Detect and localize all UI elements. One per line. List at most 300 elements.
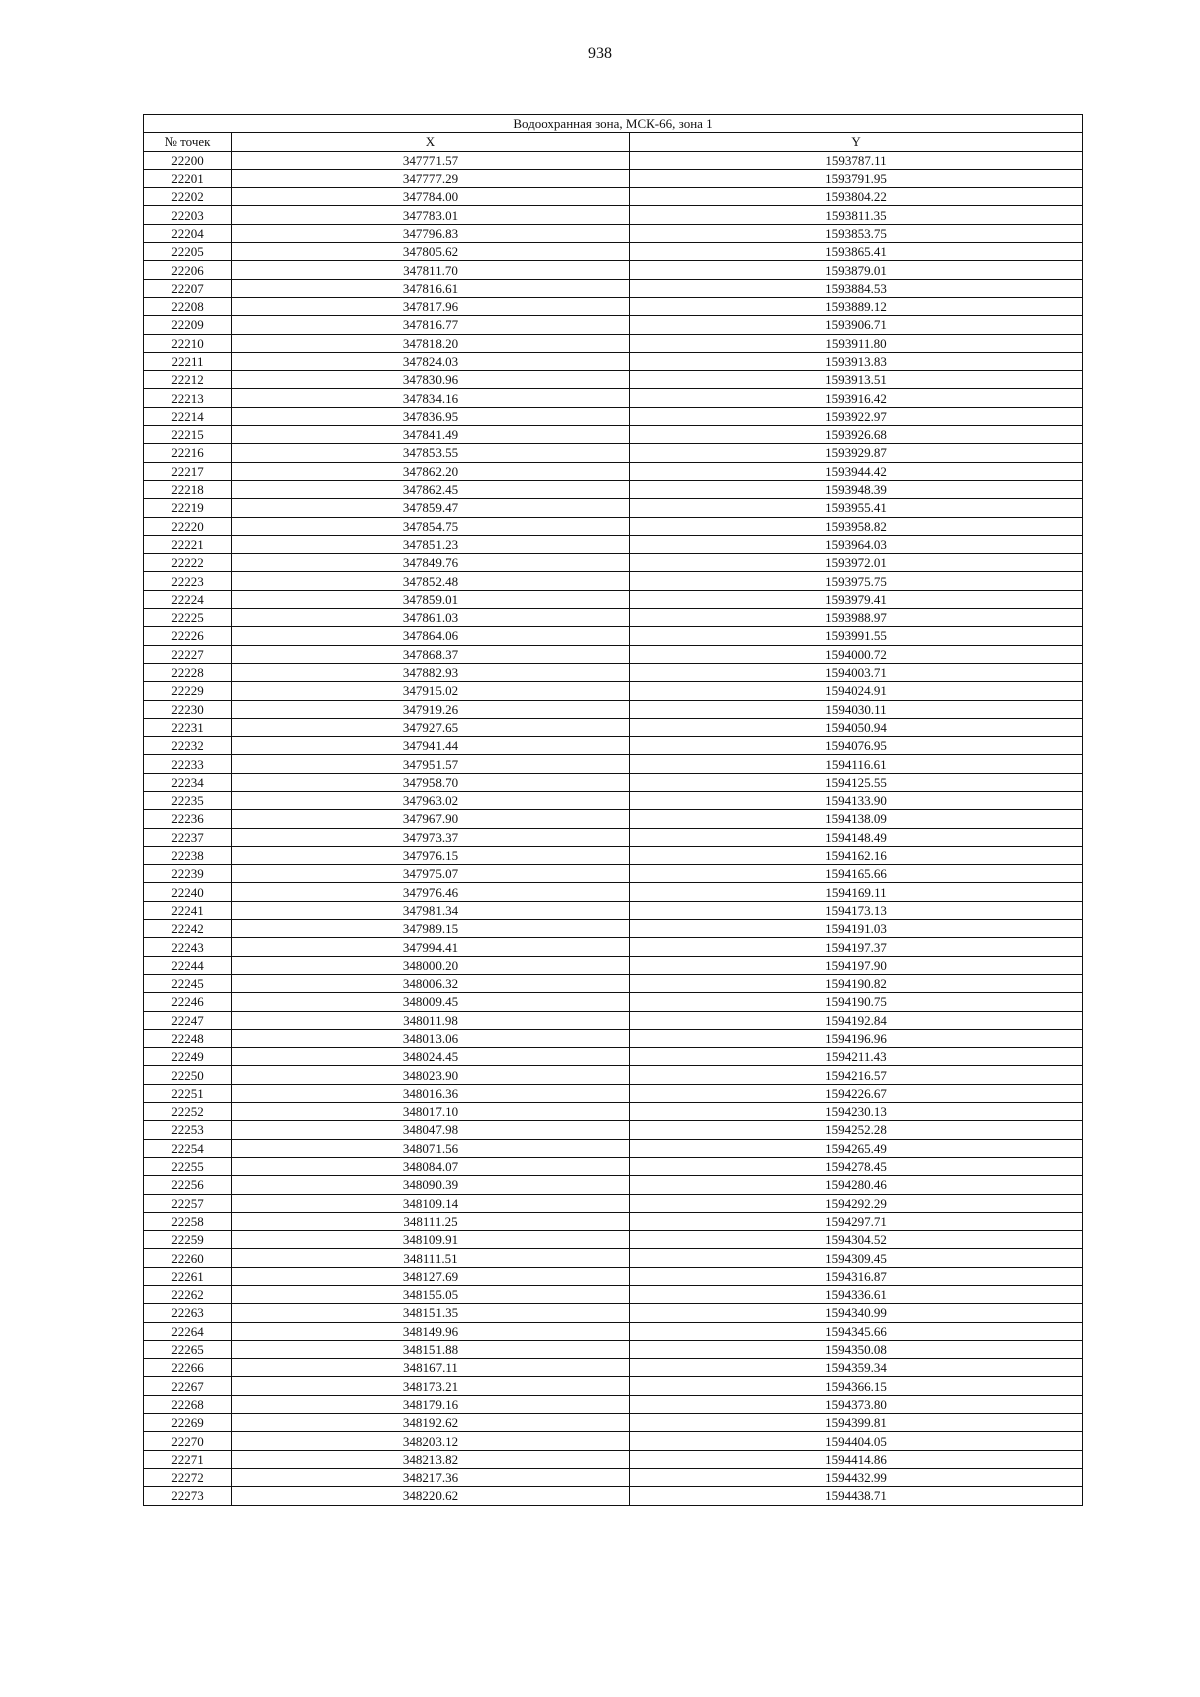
table-row bbox=[144, 737, 1083, 755]
table-row bbox=[144, 1048, 1083, 1066]
table-row bbox=[144, 1139, 1083, 1157]
y-coordinate-cell: 1594190.75 bbox=[630, 993, 1083, 1011]
table-row bbox=[144, 554, 1083, 572]
point-number-cell: 22268 bbox=[144, 1395, 232, 1413]
x-coordinate-cell: 347861.03 bbox=[232, 609, 630, 627]
point-number-cell: 22209 bbox=[144, 316, 232, 334]
point-number-cell: 22218 bbox=[144, 480, 232, 498]
y-coordinate-cell: 1594414.86 bbox=[630, 1450, 1083, 1468]
table-row bbox=[144, 883, 1083, 901]
point-number-cell: 22254 bbox=[144, 1139, 232, 1157]
table-row bbox=[144, 499, 1083, 517]
x-coordinate-cell: 348109.91 bbox=[232, 1231, 630, 1249]
x-coordinate-cell: 347824.03 bbox=[232, 352, 630, 370]
y-coordinate-cell: 1593811.35 bbox=[630, 206, 1083, 224]
point-number-cell: 22265 bbox=[144, 1340, 232, 1358]
x-coordinate-cell: 348151.88 bbox=[232, 1340, 630, 1358]
table-row bbox=[144, 718, 1083, 736]
point-number-cell: 22251 bbox=[144, 1084, 232, 1102]
x-coordinate-cell: 347976.46 bbox=[232, 883, 630, 901]
x-coordinate-cell: 347834.16 bbox=[232, 389, 630, 407]
y-coordinate-cell: 1593913.83 bbox=[630, 352, 1083, 370]
y-coordinate-cell: 1593853.75 bbox=[630, 224, 1083, 242]
y-coordinate-cell: 1593948.39 bbox=[630, 480, 1083, 498]
x-coordinate-cell: 347836.95 bbox=[232, 407, 630, 425]
y-coordinate-cell: 1593804.22 bbox=[630, 188, 1083, 206]
table-row bbox=[144, 243, 1083, 261]
x-coordinate-cell: 347963.02 bbox=[232, 791, 630, 809]
table-row bbox=[144, 462, 1083, 480]
x-coordinate-cell: 347862.20 bbox=[232, 462, 630, 480]
point-number-cell: 22273 bbox=[144, 1487, 232, 1505]
x-coordinate-cell: 347927.65 bbox=[232, 718, 630, 736]
table-row bbox=[144, 517, 1083, 535]
y-coordinate-cell: 1594050.94 bbox=[630, 718, 1083, 736]
point-number-cell: 22231 bbox=[144, 718, 232, 736]
table-row bbox=[144, 974, 1083, 992]
y-coordinate-cell: 1594197.37 bbox=[630, 938, 1083, 956]
table-row bbox=[144, 352, 1083, 370]
x-coordinate-cell: 347958.70 bbox=[232, 773, 630, 791]
table-row bbox=[144, 1377, 1083, 1395]
point-number-cell: 22212 bbox=[144, 371, 232, 389]
table-row bbox=[144, 1304, 1083, 1322]
x-coordinate-cell: 348192.62 bbox=[232, 1414, 630, 1432]
point-number-cell: 22244 bbox=[144, 956, 232, 974]
y-coordinate-cell: 1594190.82 bbox=[630, 974, 1083, 992]
point-number-cell: 22267 bbox=[144, 1377, 232, 1395]
x-coordinate-cell: 347816.61 bbox=[232, 279, 630, 297]
x-coordinate-cell: 347859.01 bbox=[232, 590, 630, 608]
x-coordinate-cell: 347851.23 bbox=[232, 535, 630, 553]
x-coordinate-cell: 348084.07 bbox=[232, 1157, 630, 1175]
y-coordinate-cell: 1593958.82 bbox=[630, 517, 1083, 535]
table-row bbox=[144, 755, 1083, 773]
y-coordinate-cell: 1593906.71 bbox=[630, 316, 1083, 334]
y-coordinate-cell: 1594292.29 bbox=[630, 1194, 1083, 1212]
y-coordinate-cell: 1594148.49 bbox=[630, 828, 1083, 846]
table-row bbox=[144, 938, 1083, 956]
point-number-cell: 22205 bbox=[144, 243, 232, 261]
table-row bbox=[144, 316, 1083, 334]
point-number-cell: 22271 bbox=[144, 1450, 232, 1468]
table-row bbox=[144, 188, 1083, 206]
y-coordinate-cell: 1594138.09 bbox=[630, 810, 1083, 828]
table-row bbox=[144, 1414, 1083, 1432]
point-number-cell: 22245 bbox=[144, 974, 232, 992]
point-number-cell: 22236 bbox=[144, 810, 232, 828]
point-number-cell: 22259 bbox=[144, 1231, 232, 1249]
point-number-cell: 22221 bbox=[144, 535, 232, 553]
point-number-cell: 22250 bbox=[144, 1066, 232, 1084]
table-row bbox=[144, 371, 1083, 389]
y-coordinate-cell: 1594230.13 bbox=[630, 1103, 1083, 1121]
point-number-cell: 22228 bbox=[144, 663, 232, 681]
point-number-cell: 22217 bbox=[144, 462, 232, 480]
x-coordinate-cell: 348047.98 bbox=[232, 1121, 630, 1139]
x-coordinate-cell: 348000.20 bbox=[232, 956, 630, 974]
table-row bbox=[144, 810, 1083, 828]
y-coordinate-cell: 1594304.52 bbox=[630, 1231, 1083, 1249]
y-coordinate-cell: 1594278.45 bbox=[630, 1157, 1083, 1175]
table-row bbox=[144, 334, 1083, 352]
table-row bbox=[144, 1249, 1083, 1267]
table-row bbox=[144, 1340, 1083, 1358]
point-number-cell: 22241 bbox=[144, 901, 232, 919]
point-number-cell: 22224 bbox=[144, 590, 232, 608]
point-number-cell: 22220 bbox=[144, 517, 232, 535]
point-number-cell: 22226 bbox=[144, 627, 232, 645]
x-coordinate-cell: 348024.45 bbox=[232, 1048, 630, 1066]
point-number-cell: 22262 bbox=[144, 1286, 232, 1304]
x-coordinate-cell: 348203.12 bbox=[232, 1432, 630, 1450]
y-coordinate-cell: 1594116.61 bbox=[630, 755, 1083, 773]
x-coordinate-cell: 347811.70 bbox=[232, 261, 630, 279]
table-row bbox=[144, 1322, 1083, 1340]
x-coordinate-cell: 348220.62 bbox=[232, 1487, 630, 1505]
point-number-cell: 22237 bbox=[144, 828, 232, 846]
table-row bbox=[144, 901, 1083, 919]
x-coordinate-cell: 347951.57 bbox=[232, 755, 630, 773]
x-coordinate-cell: 348013.06 bbox=[232, 1029, 630, 1047]
y-coordinate-cell: 1593964.03 bbox=[630, 535, 1083, 553]
table-row bbox=[144, 1084, 1083, 1102]
table-row bbox=[144, 609, 1083, 627]
table-row bbox=[144, 1066, 1083, 1084]
y-coordinate-cell: 1594003.71 bbox=[630, 663, 1083, 681]
y-coordinate-cell: 1594265.49 bbox=[630, 1139, 1083, 1157]
point-number-cell: 22240 bbox=[144, 883, 232, 901]
table-row bbox=[144, 1157, 1083, 1175]
table-row bbox=[144, 920, 1083, 938]
y-coordinate-cell: 1593972.01 bbox=[630, 554, 1083, 572]
table-row bbox=[144, 1468, 1083, 1486]
x-coordinate-cell: 347859.47 bbox=[232, 499, 630, 517]
x-coordinate-cell: 348151.35 bbox=[232, 1304, 630, 1322]
table-row bbox=[144, 645, 1083, 663]
table-row bbox=[144, 993, 1083, 1011]
y-coordinate-cell: 1594309.45 bbox=[630, 1249, 1083, 1267]
point-number-cell: 22214 bbox=[144, 407, 232, 425]
point-number-cell: 22270 bbox=[144, 1432, 232, 1450]
x-coordinate-cell: 347783.01 bbox=[232, 206, 630, 224]
x-coordinate-cell: 347805.62 bbox=[232, 243, 630, 261]
page-number: 938 bbox=[588, 45, 612, 62]
y-coordinate-cell: 1593916.42 bbox=[630, 389, 1083, 407]
y-coordinate-cell: 1594000.72 bbox=[630, 645, 1083, 663]
point-number-cell: 22206 bbox=[144, 261, 232, 279]
table-row bbox=[144, 572, 1083, 590]
y-coordinate-cell: 1593991.55 bbox=[630, 627, 1083, 645]
table-header-row bbox=[144, 133, 1083, 151]
table-row bbox=[144, 828, 1083, 846]
x-coordinate-cell: 348179.16 bbox=[232, 1395, 630, 1413]
y-coordinate-cell: 1593955.41 bbox=[630, 499, 1083, 517]
y-coordinate-cell: 1594226.67 bbox=[630, 1084, 1083, 1102]
x-coordinate-cell: 347784.00 bbox=[232, 188, 630, 206]
table-row bbox=[144, 1121, 1083, 1139]
table-row bbox=[144, 1487, 1083, 1505]
y-coordinate-cell: 1594191.03 bbox=[630, 920, 1083, 938]
point-number-cell: 22230 bbox=[144, 700, 232, 718]
point-number-cell: 22233 bbox=[144, 755, 232, 773]
point-number-cell: 22215 bbox=[144, 426, 232, 444]
x-coordinate-cell: 347777.29 bbox=[232, 169, 630, 187]
point-number-cell: 22248 bbox=[144, 1029, 232, 1047]
x-coordinate-cell: 347941.44 bbox=[232, 737, 630, 755]
table-row bbox=[144, 791, 1083, 809]
column-header-x: X bbox=[232, 133, 630, 151]
x-coordinate-cell: 348090.39 bbox=[232, 1176, 630, 1194]
point-number-cell: 22225 bbox=[144, 609, 232, 627]
y-coordinate-cell: 1593988.97 bbox=[630, 609, 1083, 627]
coordinates-table bbox=[143, 114, 1083, 1506]
y-coordinate-cell: 1594196.96 bbox=[630, 1029, 1083, 1047]
point-number-cell: 22252 bbox=[144, 1103, 232, 1121]
point-number-cell: 22232 bbox=[144, 737, 232, 755]
table-row bbox=[144, 1359, 1083, 1377]
x-coordinate-cell: 347864.06 bbox=[232, 627, 630, 645]
x-coordinate-cell: 348017.10 bbox=[232, 1103, 630, 1121]
y-coordinate-cell: 1594030.11 bbox=[630, 700, 1083, 718]
point-number-cell: 22269 bbox=[144, 1414, 232, 1432]
point-number-cell: 22211 bbox=[144, 352, 232, 370]
y-coordinate-cell: 1594162.16 bbox=[630, 846, 1083, 864]
x-coordinate-cell: 347973.37 bbox=[232, 828, 630, 846]
point-number-cell: 22272 bbox=[144, 1468, 232, 1486]
x-coordinate-cell: 348011.98 bbox=[232, 1011, 630, 1029]
x-coordinate-cell: 347796.83 bbox=[232, 224, 630, 242]
point-number-cell: 22210 bbox=[144, 334, 232, 352]
table-row bbox=[144, 206, 1083, 224]
x-coordinate-cell: 347981.34 bbox=[232, 901, 630, 919]
y-coordinate-cell: 1594252.28 bbox=[630, 1121, 1083, 1139]
y-coordinate-cell: 1594316.87 bbox=[630, 1267, 1083, 1285]
y-coordinate-cell: 1594350.08 bbox=[630, 1340, 1083, 1358]
x-coordinate-cell: 347976.15 bbox=[232, 846, 630, 864]
table-row bbox=[144, 535, 1083, 553]
table-row bbox=[144, 682, 1083, 700]
table-title-row bbox=[144, 115, 1083, 133]
y-coordinate-cell: 1594404.05 bbox=[630, 1432, 1083, 1450]
table-row bbox=[144, 956, 1083, 974]
x-coordinate-cell: 348127.69 bbox=[232, 1267, 630, 1285]
table-row bbox=[144, 407, 1083, 425]
table-row bbox=[144, 1212, 1083, 1230]
point-number-cell: 22249 bbox=[144, 1048, 232, 1066]
table-row bbox=[144, 1176, 1083, 1194]
table-row bbox=[144, 590, 1083, 608]
point-number-cell: 22242 bbox=[144, 920, 232, 938]
point-number-cell: 22247 bbox=[144, 1011, 232, 1029]
table-row bbox=[144, 1450, 1083, 1468]
point-number-cell: 22261 bbox=[144, 1267, 232, 1285]
y-coordinate-cell: 1593913.51 bbox=[630, 371, 1083, 389]
x-coordinate-cell: 348111.51 bbox=[232, 1249, 630, 1267]
table-row bbox=[144, 169, 1083, 187]
point-number-cell: 22204 bbox=[144, 224, 232, 242]
x-coordinate-cell: 348006.32 bbox=[232, 974, 630, 992]
x-coordinate-cell: 348071.56 bbox=[232, 1139, 630, 1157]
x-coordinate-cell: 347915.02 bbox=[232, 682, 630, 700]
point-number-cell: 22229 bbox=[144, 682, 232, 700]
point-number-cell: 22222 bbox=[144, 554, 232, 572]
x-coordinate-cell: 347967.90 bbox=[232, 810, 630, 828]
point-number-cell: 22253 bbox=[144, 1121, 232, 1139]
table-row bbox=[144, 1286, 1083, 1304]
point-number-cell: 22263 bbox=[144, 1304, 232, 1322]
y-coordinate-cell: 1594165.66 bbox=[630, 865, 1083, 883]
y-coordinate-cell: 1594399.81 bbox=[630, 1414, 1083, 1432]
table-row bbox=[144, 261, 1083, 279]
point-number-cell: 22203 bbox=[144, 206, 232, 224]
y-coordinate-cell: 1594024.91 bbox=[630, 682, 1083, 700]
x-coordinate-cell: 347975.07 bbox=[232, 865, 630, 883]
table-row bbox=[144, 700, 1083, 718]
x-coordinate-cell: 348009.45 bbox=[232, 993, 630, 1011]
y-coordinate-cell: 1594125.55 bbox=[630, 773, 1083, 791]
y-coordinate-cell: 1593865.41 bbox=[630, 243, 1083, 261]
table-title: Водоохранная зона, МСК-66, зона 1 bbox=[144, 115, 1083, 133]
column-header-y: Y bbox=[630, 133, 1083, 151]
table-row bbox=[144, 1395, 1083, 1413]
x-coordinate-cell: 348111.25 bbox=[232, 1212, 630, 1230]
table-row bbox=[144, 480, 1083, 498]
y-coordinate-cell: 1593911.80 bbox=[630, 334, 1083, 352]
x-coordinate-cell: 348213.82 bbox=[232, 1450, 630, 1468]
table-row bbox=[144, 151, 1083, 169]
y-coordinate-cell: 1594133.90 bbox=[630, 791, 1083, 809]
y-coordinate-cell: 1594280.46 bbox=[630, 1176, 1083, 1194]
table-body bbox=[144, 151, 1083, 1505]
y-coordinate-cell: 1594359.34 bbox=[630, 1359, 1083, 1377]
y-coordinate-cell: 1594173.13 bbox=[630, 901, 1083, 919]
table-row bbox=[144, 1432, 1083, 1450]
point-number-cell: 22258 bbox=[144, 1212, 232, 1230]
x-coordinate-cell: 347853.55 bbox=[232, 444, 630, 462]
x-coordinate-cell: 347841.49 bbox=[232, 426, 630, 444]
point-number-cell: 22219 bbox=[144, 499, 232, 517]
x-coordinate-cell: 347854.75 bbox=[232, 517, 630, 535]
y-coordinate-cell: 1593926.68 bbox=[630, 426, 1083, 444]
x-coordinate-cell: 348023.90 bbox=[232, 1066, 630, 1084]
table-row bbox=[144, 1231, 1083, 1249]
y-coordinate-cell: 1594366.15 bbox=[630, 1377, 1083, 1395]
table-row bbox=[144, 1029, 1083, 1047]
point-number-cell: 22264 bbox=[144, 1322, 232, 1340]
point-number-cell: 22257 bbox=[144, 1194, 232, 1212]
x-coordinate-cell: 347994.41 bbox=[232, 938, 630, 956]
table-row bbox=[144, 444, 1083, 462]
y-coordinate-cell: 1593975.75 bbox=[630, 572, 1083, 590]
y-coordinate-cell: 1593979.41 bbox=[630, 590, 1083, 608]
table-row bbox=[144, 224, 1083, 242]
y-coordinate-cell: 1594211.43 bbox=[630, 1048, 1083, 1066]
point-number-cell: 22256 bbox=[144, 1176, 232, 1194]
y-coordinate-cell: 1593879.01 bbox=[630, 261, 1083, 279]
y-coordinate-cell: 1594297.71 bbox=[630, 1212, 1083, 1230]
x-coordinate-cell: 347830.96 bbox=[232, 371, 630, 389]
point-number-cell: 22216 bbox=[144, 444, 232, 462]
y-coordinate-cell: 1594373.80 bbox=[630, 1395, 1083, 1413]
x-coordinate-cell: 348167.11 bbox=[232, 1359, 630, 1377]
point-number-cell: 22223 bbox=[144, 572, 232, 590]
table-row bbox=[144, 297, 1083, 315]
y-coordinate-cell: 1594192.84 bbox=[630, 1011, 1083, 1029]
x-coordinate-cell: 347868.37 bbox=[232, 645, 630, 663]
y-coordinate-cell: 1594169.11 bbox=[630, 883, 1083, 901]
table-row bbox=[144, 1011, 1083, 1029]
point-number-cell: 22200 bbox=[144, 151, 232, 169]
point-number-cell: 22208 bbox=[144, 297, 232, 315]
point-number-cell: 22260 bbox=[144, 1249, 232, 1267]
table-row bbox=[144, 426, 1083, 444]
table-row bbox=[144, 1194, 1083, 1212]
x-coordinate-cell: 347818.20 bbox=[232, 334, 630, 352]
table-row bbox=[144, 627, 1083, 645]
point-number-cell: 22234 bbox=[144, 773, 232, 791]
y-coordinate-cell: 1594340.99 bbox=[630, 1304, 1083, 1322]
table-row bbox=[144, 1267, 1083, 1285]
point-number-cell: 22227 bbox=[144, 645, 232, 663]
y-coordinate-cell: 1593791.95 bbox=[630, 169, 1083, 187]
x-coordinate-cell: 347852.48 bbox=[232, 572, 630, 590]
x-coordinate-cell: 347771.57 bbox=[232, 151, 630, 169]
point-number-cell: 22238 bbox=[144, 846, 232, 864]
table-row bbox=[144, 663, 1083, 681]
y-coordinate-cell: 1593889.12 bbox=[630, 297, 1083, 315]
point-number-cell: 22255 bbox=[144, 1157, 232, 1175]
table-row bbox=[144, 1103, 1083, 1121]
y-coordinate-cell: 1593929.87 bbox=[630, 444, 1083, 462]
table-row bbox=[144, 865, 1083, 883]
point-number-cell: 22202 bbox=[144, 188, 232, 206]
x-coordinate-cell: 348155.05 bbox=[232, 1286, 630, 1304]
x-coordinate-cell: 347919.26 bbox=[232, 700, 630, 718]
y-coordinate-cell: 1594345.66 bbox=[630, 1322, 1083, 1340]
y-coordinate-cell: 1594197.90 bbox=[630, 956, 1083, 974]
x-coordinate-cell: 347882.93 bbox=[232, 663, 630, 681]
table-row bbox=[144, 279, 1083, 297]
table-row bbox=[144, 846, 1083, 864]
x-coordinate-cell: 347817.96 bbox=[232, 297, 630, 315]
y-coordinate-cell: 1593787.11 bbox=[630, 151, 1083, 169]
y-coordinate-cell: 1593922.97 bbox=[630, 407, 1083, 425]
x-coordinate-cell: 347849.76 bbox=[232, 554, 630, 572]
point-number-cell: 22213 bbox=[144, 389, 232, 407]
y-coordinate-cell: 1594216.57 bbox=[630, 1066, 1083, 1084]
table-row bbox=[144, 773, 1083, 791]
point-number-cell: 22239 bbox=[144, 865, 232, 883]
point-number-cell: 22207 bbox=[144, 279, 232, 297]
point-number-cell: 22246 bbox=[144, 993, 232, 1011]
y-coordinate-cell: 1594438.71 bbox=[630, 1487, 1083, 1505]
point-number-cell: 22235 bbox=[144, 791, 232, 809]
column-header-point-number: № точек bbox=[144, 133, 232, 151]
x-coordinate-cell: 348149.96 bbox=[232, 1322, 630, 1340]
point-number-cell: 22201 bbox=[144, 169, 232, 187]
point-number-cell: 22266 bbox=[144, 1359, 232, 1377]
y-coordinate-cell: 1594432.99 bbox=[630, 1468, 1083, 1486]
y-coordinate-cell: 1594076.95 bbox=[630, 737, 1083, 755]
x-coordinate-cell: 348016.36 bbox=[232, 1084, 630, 1102]
y-coordinate-cell: 1593944.42 bbox=[630, 462, 1083, 480]
y-coordinate-cell: 1593884.53 bbox=[630, 279, 1083, 297]
point-number-cell: 22243 bbox=[144, 938, 232, 956]
x-coordinate-cell: 347989.15 bbox=[232, 920, 630, 938]
x-coordinate-cell: 348173.21 bbox=[232, 1377, 630, 1395]
x-coordinate-cell: 348109.14 bbox=[232, 1194, 630, 1212]
